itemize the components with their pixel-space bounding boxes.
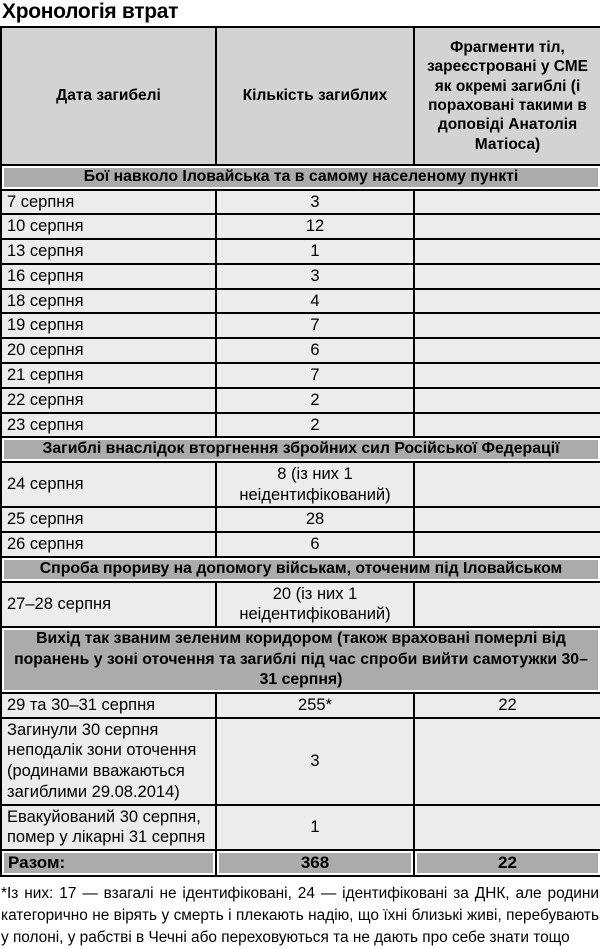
table-row (1, 289, 600, 314)
killed-count-cell: 20 (із них 1 неідентифікований) (216, 582, 414, 628)
date-cell: 13 серпня (1, 239, 216, 264)
section-header-row (1, 437, 600, 462)
date-cell: 29 та 30–31 серпня (1, 693, 216, 718)
fragments-count-cell (414, 338, 600, 363)
total-fragments-cell: 22 (414, 850, 600, 876)
killed-count-cell: 6 (216, 338, 414, 363)
date-cell: 23 серпня (1, 413, 216, 438)
table-body (1, 165, 600, 850)
column-header-row (1, 27, 600, 165)
table-row (1, 413, 600, 438)
date-cell: 27–28 серпня (1, 582, 216, 628)
fragments-count-cell (414, 239, 600, 264)
date-cell: 7 серпня (1, 190, 216, 215)
fragments-count-cell (414, 462, 600, 508)
fragments-count-cell: 22 (414, 693, 600, 718)
killed-count-cell: 28 (216, 507, 414, 532)
section-header-row (1, 165, 600, 190)
date-cell: 10 серпня (1, 214, 216, 239)
killed-count-cell: 3 (216, 190, 414, 215)
date-cell: Загинули 30 серпня неподалік зони оточення (родинами вважаються загиблими 29.08.2014) (1, 718, 216, 805)
killed-count-cell: 8 (із них 1 неідентифікований) (216, 462, 414, 508)
table-row (1, 338, 600, 363)
total-label-cell: Разом: (1, 850, 216, 876)
date-cell: 16 серпня (1, 264, 216, 289)
killed-count-cell: 1 (216, 805, 414, 851)
fragments-count-cell (414, 388, 600, 413)
fragments-count-cell (414, 532, 600, 557)
killed-count-cell: 7 (216, 313, 414, 338)
table-row (1, 214, 600, 239)
loss-table (0, 26, 600, 877)
table-row (1, 507, 600, 532)
killed-count-cell: 7 (216, 363, 414, 388)
fragments-count-cell (414, 264, 600, 289)
column-header-fragments: Фрагменти тіл, зареєстровані у СМЕ як окремі загиблі (і пораховані такими в доповіді Анатолія Матіоса) (414, 27, 600, 165)
killed-count-cell: 3 (216, 718, 414, 805)
fragments-count-cell (414, 805, 600, 851)
killed-count-cell: 3 (216, 264, 414, 289)
fragments-count-cell (414, 413, 600, 438)
section-header-cell: Вихід так званим зеленим коридором (також враховані померлі від поранень у зоні оточення та загиблі під час спроби вийти самотужки 30–31 серпня) (1, 627, 600, 693)
date-cell: 26 серпня (1, 532, 216, 557)
table-row (1, 363, 600, 388)
table-row (1, 582, 600, 628)
table-row (1, 693, 600, 718)
date-cell: 22 серпня (1, 388, 216, 413)
table-row (1, 718, 600, 805)
total-killed-cell: 368 (216, 850, 414, 876)
killed-count-cell: 2 (216, 388, 414, 413)
table-row (1, 805, 600, 851)
date-cell: 18 серпня (1, 289, 216, 314)
fragments-count-cell (414, 507, 600, 532)
table-row (1, 264, 600, 289)
table-header (1, 27, 600, 165)
fragments-count-cell (414, 313, 600, 338)
table-row (1, 388, 600, 413)
section-header-cell: Загиблі внаслідок вторгнення збройних сил Російської Федерації (1, 437, 600, 462)
table-row (1, 190, 600, 215)
fragments-count-cell (414, 582, 600, 628)
footnote: *Із них: 17 — взагалі не ідентифіковані, 24 — ідентифіковані за ДНК, але родини категорично не вірять у смерть і плекають надію, що їхні близькі живі, перебувають у полоні, у рабстві в Чечні або переховуються та не дають про себе знати тощо (1, 885, 599, 946)
fragments-count-cell (414, 214, 600, 239)
date-cell: 20 серпня (1, 338, 216, 363)
page-title: Хронологія втрат (2, 0, 179, 23)
fragments-count-cell (414, 718, 600, 805)
section-header-cell: Бої навколо Іловайська та в самому населеному пункті (1, 165, 600, 190)
fragments-count-cell (414, 190, 600, 215)
killed-count-cell: 12 (216, 214, 414, 239)
fragments-count-cell (414, 289, 600, 314)
column-header-date: Дата загибелі (1, 27, 216, 165)
killed-count-cell: 6 (216, 532, 414, 557)
date-cell: 25 серпня (1, 507, 216, 532)
section-header-cell: Спроба прориву на допомогу військам, оточеним під Іловайськом (1, 557, 600, 582)
table-row (1, 462, 600, 508)
killed-count-cell: 1 (216, 239, 414, 264)
killed-count-cell: 4 (216, 289, 414, 314)
table-row (1, 532, 600, 557)
table-footer (1, 850, 600, 876)
killed-count-cell: 2 (216, 413, 414, 438)
date-cell: 21 серпня (1, 363, 216, 388)
date-cell: Евакуйований 30 серпня, помер у лікарні 31 серпня (1, 805, 216, 851)
column-header-killed: Кількість загиблих (216, 27, 414, 165)
fragments-count-cell (414, 363, 600, 388)
section-header-row (1, 557, 600, 582)
date-cell: 19 серпня (1, 313, 216, 338)
table-row (1, 313, 600, 338)
total-row (1, 850, 600, 876)
date-cell: 24 серпня (1, 462, 216, 508)
killed-count-cell: 255* (216, 693, 414, 718)
table-row (1, 239, 600, 264)
section-header-row (1, 627, 600, 693)
